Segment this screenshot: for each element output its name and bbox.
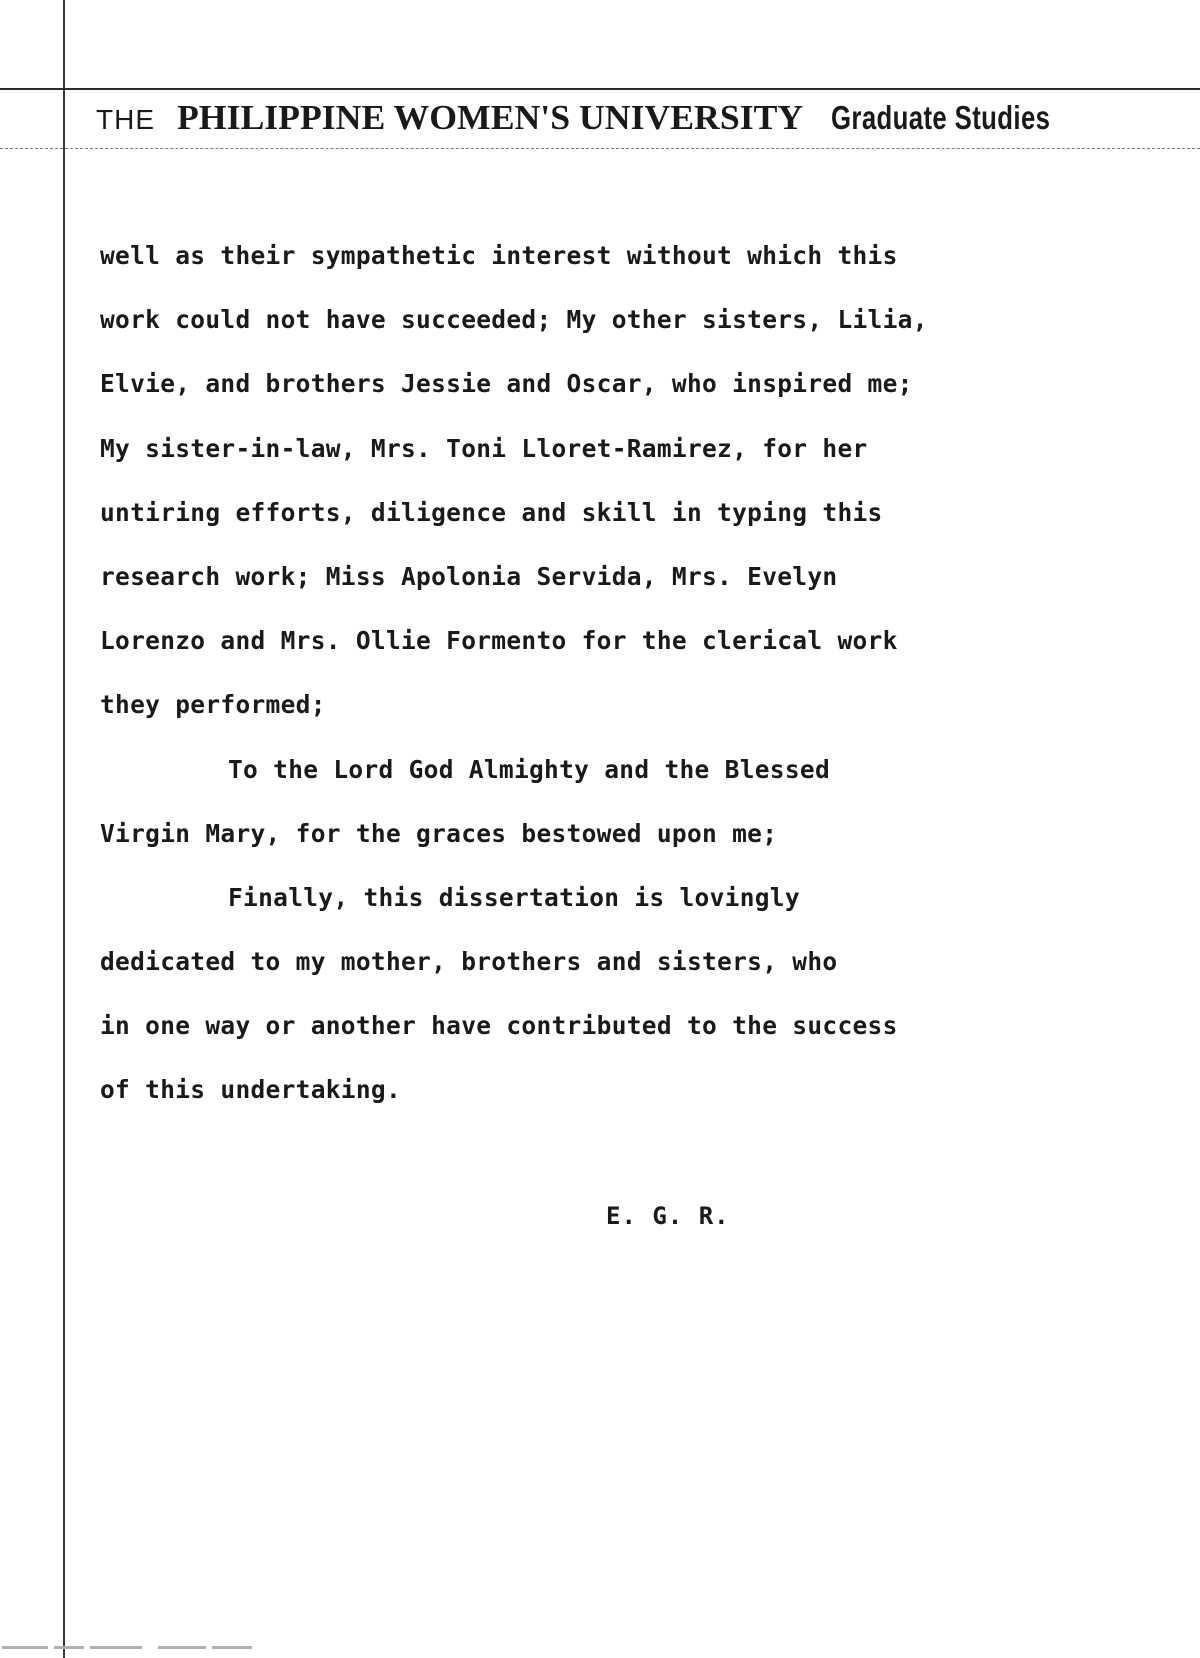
header-rule-top bbox=[0, 88, 1200, 90]
acknowledgment-text bbox=[100, 243, 1060, 1142]
letterhead bbox=[96, 98, 1112, 142]
text-line: research work; Miss Apolonia Servida, Mrs. Evelyn bbox=[100, 561, 838, 591]
text-line: work could not have succeeded; My other sisters, Lilia, bbox=[100, 305, 928, 335]
letterhead-prefix: THE bbox=[96, 104, 155, 135]
graduate-studies-label: Graduate Studies bbox=[830, 99, 1051, 136]
text-line: well as their sympathetic interest without which this bbox=[100, 241, 898, 270]
text-line: untiring efforts, diligence and skill in typing this bbox=[100, 497, 883, 527]
text-line: they performed; bbox=[100, 690, 326, 720]
margin-rule bbox=[63, 0, 65, 1658]
header-rule-bottom bbox=[0, 148, 1200, 150]
text-line: Virgin Mary, for the graces bestowed upon me; bbox=[100, 818, 778, 848]
text-line: My sister-in-law, Mrs. Toni Lloret-Ramirez, for her bbox=[100, 433, 868, 463]
university-name: PHILIPPINE WOMEN'S UNIVERSITY bbox=[177, 98, 804, 137]
text-line: in one way or another have contributed to the success bbox=[100, 1011, 898, 1041]
text-line: of this undertaking. bbox=[100, 1075, 402, 1105]
text-line-indented: To the Lord God Almighty and the Blessed bbox=[228, 754, 831, 784]
scan-watermark bbox=[2, 1645, 302, 1651]
text-line: Lorenzo and Mrs. Ollie Formento for the clerical work bbox=[100, 626, 898, 656]
text-line: Elvie, and brothers Jessie and Oscar, who inspired me; bbox=[100, 369, 913, 399]
text-line: dedicated to my mother, brothers and sisters, who bbox=[100, 947, 838, 977]
signature-initials: E. G. R. bbox=[606, 1202, 730, 1230]
text-line-indented: Finally, this dissertation is lovingly bbox=[228, 882, 800, 912]
